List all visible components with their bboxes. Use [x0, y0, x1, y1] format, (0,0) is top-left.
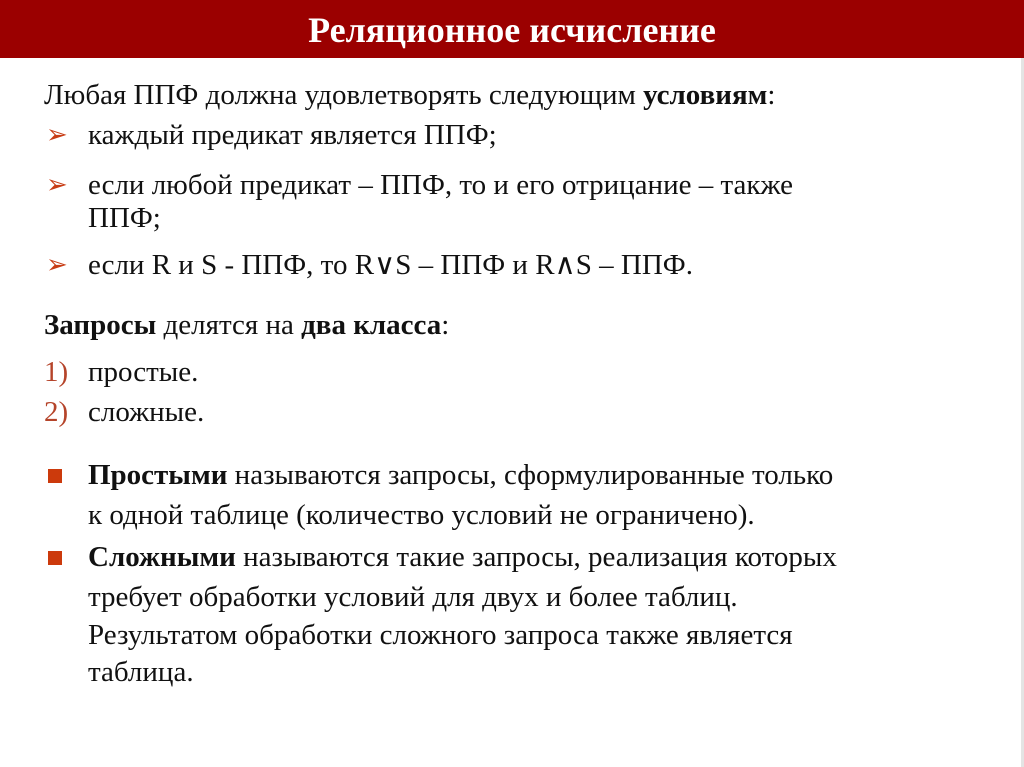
slide-title: Реляционное исчисление	[0, 0, 1024, 58]
condition-item: если R и S - ППФ, то R∨S – ППФ и R∧S – ППФ.	[88, 249, 693, 281]
simple-text: называются запросы, сформулированные только	[227, 459, 834, 491]
queries-text: делятся на	[156, 309, 302, 341]
intro-text: Любая ППФ должна удовлетворять следующим	[44, 79, 644, 111]
class-item: простые.	[88, 356, 199, 388]
queries-bold2: два класса	[301, 309, 442, 341]
list-number: 1)	[44, 356, 69, 388]
complex-text: называются такие запросы, реализация которых	[235, 541, 837, 573]
simple-bold: Простыми	[88, 459, 228, 491]
complex-line-2: требует обработки условий для двух и более таблиц.	[88, 581, 738, 613]
simple-line-1	[88, 457, 833, 493]
class-item: сложные.	[88, 396, 205, 428]
square-bullet-icon	[48, 469, 62, 483]
condition-item: каждый предикат является ППФ;	[88, 119, 497, 151]
condition-item: если любой предикат – ППФ, то и его отрицание – также	[88, 169, 793, 201]
intro-colon: :	[767, 79, 776, 111]
queries-bold: Запросы	[44, 309, 157, 341]
list-number: 2)	[44, 396, 69, 428]
arrow-bullet-icon: ➢	[46, 250, 68, 279]
intro-line	[44, 77, 775, 113]
arrow-bullet-icon: ➢	[46, 120, 68, 149]
queries-line	[44, 307, 449, 343]
square-bullet-icon	[48, 551, 62, 565]
arrow-bullet-icon: ➢	[46, 170, 68, 199]
complex-line-4: таблица.	[88, 656, 194, 688]
complex-bold: Сложными	[88, 541, 236, 573]
condition-item-cont: ППФ;	[88, 202, 161, 234]
intro-bold: условиям	[643, 79, 768, 111]
complex-line-3: Результатом обработки сложного запроса также является	[88, 619, 793, 651]
simple-line-2: к одной таблице (количество условий не ограничено).	[88, 499, 755, 531]
queries-colon: :	[441, 309, 450, 341]
complex-line-1	[88, 539, 837, 575]
